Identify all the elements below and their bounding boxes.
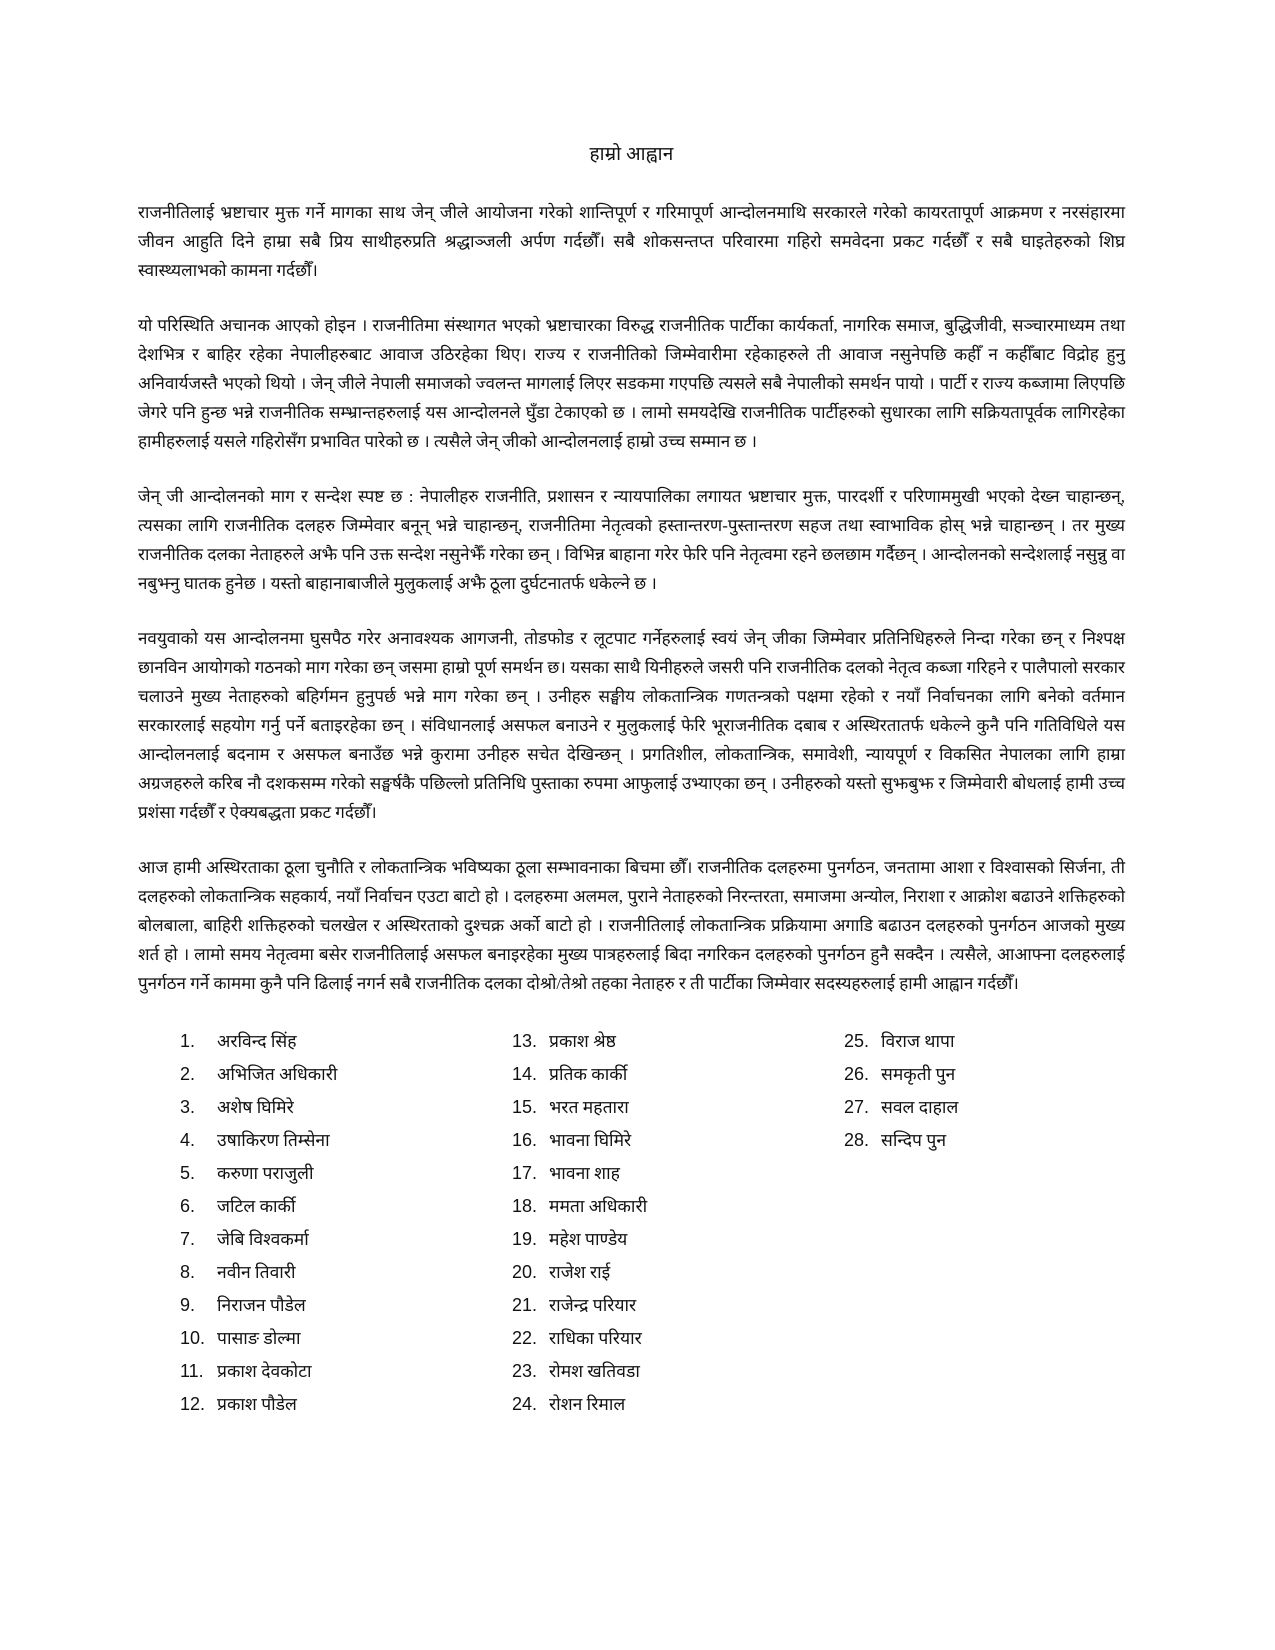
signatory-item [844,1129,1176,1151]
signatory-number: 10. [180,1328,206,1348]
signatory-item [512,1327,844,1349]
signatory-name: अशेष घिमिरे [217,1097,294,1117]
signatory-item [180,1162,512,1184]
signatory-number: 9. [180,1295,196,1315]
signatory-item [180,1327,512,1349]
signatory-number: 14. [512,1064,538,1084]
signatory-number: 19. [512,1229,538,1249]
signatory-name: ममता अधिकारी [549,1196,648,1216]
signatory-name: अरविन्द सिंह [217,1031,297,1051]
signatory-number: 8. [180,1262,196,1282]
signatory-item [180,1063,512,1085]
signatory-name: निराजन पौडेल [217,1295,306,1315]
signatory-name: भावना शाह [549,1163,620,1183]
signatory-item [512,1129,844,1151]
signatory-name: उषाकिरण तिम्सेना [217,1130,330,1150]
signatory-number: 3. [180,1097,196,1117]
signatory-number: 25. [844,1031,870,1051]
signatory-item [512,1096,844,1118]
signatory-column-3 [844,1030,1176,1426]
signatory-item [180,1129,512,1151]
signatory-item [512,1063,844,1085]
signatory-number: 7. [180,1229,196,1249]
signatory-item [844,1096,1176,1118]
signatory-item [180,1360,512,1382]
signatory-number: 15. [512,1097,538,1117]
signatory-name: राधिका परियार [549,1328,642,1348]
signatory-number: 1. [180,1031,196,1051]
document-title: हाम्रो आह्वान [589,144,674,165]
signatory-name: प्रकाश श्रेष्ठ [549,1031,616,1051]
signatory-item [180,1261,512,1283]
signatory-item [180,1294,512,1316]
signatory-name: प्रतिक कार्की [549,1064,628,1084]
document-body [138,198,1125,998]
signatory-number: 26. [844,1064,870,1084]
signatory-list [138,1030,1125,1426]
signatory-name: प्रकाश देवकोटा [217,1361,312,1381]
signatory-name: सन्दिप पुन [881,1130,947,1150]
signatory-name: राजेन्द्र परियार [549,1295,637,1315]
signatory-name: नवीन तिवारी [217,1262,296,1282]
paragraph-demands: जेन् जी आन्दोलनको माग र सन्देश स्पष्ट छ : नेपालीहरु राजनीति, प्रशासन र न्यायपालिका लगायत भ्रष्टाचार मुक्त, पारदर्शी र परिणाममुखी भएको देख्न चाहान्छन्, त्यसका लागि राजनीतिक दलहरु जिम्मेवार बनून् भन्ने चाहान्छन्, राजनीतिमा नेतृत्वको हस्तान्तरण-पुस्तान्तरण सहज तथा स्वाभाविक होस् भन्ने चाहान्छन् । तर मुख्य राजनीतिक दलका नेताहरुले अझै पनि उक्त सन्देश नसुनेझैँ गरेका छन् । विभिन्न बाहाना गरेर फेरि पनि नेतृत्वमा रहने छलछाम गर्दैछन् । आन्दोलनको सन्देशलाई नसुन्नु वा नबुझ्नु घातक हुनेछ । यस्तो बाहानाबाजीले मुलुकलाई अझै ठूला दुर्घटनातर्फ धकेल्ने छ । [138,487,1125,593]
signatory-name: सवल दाहाल [881,1097,959,1117]
signatory-number: 23. [512,1361,538,1381]
signatory-number: 16. [512,1130,538,1150]
signatory-number: 4. [180,1130,196,1150]
signatory-number: 21. [512,1295,538,1315]
signatory-number: 20. [512,1262,538,1282]
signatory-item [180,1393,512,1415]
signatory-name: करुणा पराजुली [217,1163,314,1183]
signatory-number: 28. [844,1130,870,1150]
signatory-item [512,1294,844,1316]
signatory-name: अभिजित अधिकारी [217,1064,338,1084]
signatory-name: राजेश राई [549,1262,611,1282]
signatory-name: जटिल कार्की [217,1196,296,1216]
signatory-column-2 [512,1030,844,1426]
signatory-item [180,1228,512,1250]
signatory-number: 5. [180,1163,196,1183]
signatory-name: भावना घिमिरे [549,1130,632,1150]
signatory-item [180,1030,512,1052]
signatory-name: समकृती पुन [881,1064,956,1084]
signatory-number: 18. [512,1196,538,1216]
signatory-column-1 [180,1030,512,1426]
signatory-number: 24. [512,1394,538,1414]
signatory-number: 13. [512,1031,538,1051]
signatory-item [180,1195,512,1217]
signatory-number: 17. [512,1163,538,1183]
signatory-item [844,1030,1176,1052]
signatory-item [512,1360,844,1382]
signatory-number: 27. [844,1097,870,1117]
signatory-item [512,1393,844,1415]
signatory-item [180,1096,512,1118]
signatory-item [844,1063,1176,1085]
signatory-number: 2. [180,1064,196,1084]
signatory-name: महेश पाण्डेय [549,1229,628,1249]
paragraph-appeal: आज हामी अस्थिरताका ठूला चुनौति र लोकतान्त्रिक भविष्यका ठूला सम्भावनाका बिचमा छौँ। राजनीतिक दलहरुमा पुनर्गठन, जनतामा आशा र विश्वासको सिर्जना, ती दलहरुको लोकतान्त्रिक सहकार्य, नयाँ निर्वाचन एउटा बाटो हो । दलहरुमा अलमल, पुराने नेताहरुको निरन्तरता, समाजमा अन्योल, निराशा र आक्रोश बढाउने शक्तिहरुको बोलबाला, बाहिरी शक्तिहरुको चलखेल र अस्थिरताको दुश्चक्र अर्को बाटो हो । राजनीतिलाई लोकतान्त्रिक प्रक्रियामा अगाडि बढाउन दलहरुको पुनर्गठन आजको मुख्य शर्त हो । लामो समय नेतृत्वमा बसेर राजनीतिलाई असफल बनाइरहेका मुख्य पात्रहरुलाई बिदा नगरिकन दलहरुको पुनर्गठन हुनै सक्दैन । त्यसैले, आआफ्ना दलहरुलाई पुनर्गठन गर्ने काममा कुनै पनि ढिलाई नगर्न सबै राजनीतिक दलका दोश्रो/तेश्रो तहका नेताहरु र ती पार्टीका जिम्मेवार सदस्यहरुलाई हामी आह्वान गर्दछौँ। [138,858,1125,993]
paragraph-condolence: राजनीतिलाई भ्रष्टाचार मुक्त गर्ने मागका साथ जेन् जीले आयोजना गरेको शान्तिपूर्ण र गरिमापूर्ण आन्दोलनमाथि सरकारले गरेको कायरतापूर्ण आक्रमण र नरसंहारमा जीवन आहुति दिने हाम्रा सबै प्रिय साथीहरुप्रति श्रद्धाञ्जली अर्पण गर्दछौँ। सबै शोकसन्तप्त परिवारमा गहिरो समवेदना प्रकट गर्दछौँ र सबै घाइतेहरुको शिघ्र स्वास्थ्यलाभको कामना गर्दछौँ। [138,203,1125,280]
signatory-item [512,1030,844,1052]
signatory-number: 22. [512,1328,538,1348]
signatory-name: विराज थापा [881,1031,955,1051]
paragraph-condemnation: नवयुवाको यस आन्दोलनमा घुसपैठ गरेर अनावश्यक आगजनी, तोडफोड र लूटपाट गर्नेहरुलाई स्वयं जेन् जीका जिम्मेवार प्रतिनिधिहरुले निन्दा गरेका छन् र निश्पक्ष छानविन आयोगको गठनको माग गरेका छन् जसमा हाम्रो पूर्ण समर्थन छ। यसका साथै यिनीहरुले जसरी पनि राजनीतिक दलको नेतृत्व कब्जा गरिहने र पालैपालो सरकार चलाउने मुख्य नेताहरुको बहिर्गमन हुनुपर्छ भन्ने माग गरेका छन् । उनीहरु सङ्घीय लोकतान्त्रिक गणतन्त्रको पक्षमा रहेको र नयाँ निर्वाचनका लागि बनेको वर्तमान सरकारलाई सहयोग गर्नु पर्ने बताइरहेका छन् । संविधानलाई असफल बनाउने र मुलुकलाई फेरि भूराजनीतिक दबाब र अस्थिरतातर्फ धकेल्ने कुनै पनि गतिविधिले यस आन्दोलनलाई बदनाम र असफल बनाउँछ भन्ने कुरामा उनीहरु सचेत देखिन्छन् । प्रगतिशील, लोकतान्त्रिक, समावेशी, न्यायपूर्ण र विकसित नेपालका लागि हाम्रा अग्रजहरुले करिब नौ दशकसम्म गरेको सङ्घर्षकै पछिल्लो प्रतिनिधि पुस्ताका रुपमा आफुलाई उभ्याएका छन् । उनीहरुको यस्तो सुझबुझ र जिम्मेवारी बोधलाई हामी उच्च प्रशंसा गर्दछौँ र ऐक्यबद्धता प्रकट गर्दछौँ। [138,629,1125,822]
signatory-number: 6. [180,1196,196,1216]
signatory-name: रोमश खतिवडा [549,1361,640,1381]
signatory-item [512,1195,844,1217]
signatory-number: 12. [180,1394,206,1414]
signatory-name: रोशन रिमाल [549,1394,626,1414]
signatory-name: भरत महतारा [549,1097,629,1117]
signatory-item [512,1162,844,1184]
signatory-number: 11. [180,1361,204,1381]
paragraph-context: यो परिस्थिति अचानक आएको होइन । राजनीतिमा संस्थागत भएको भ्रष्टाचारका विरुद्ध राजनीतिक पार्टीका कार्यकर्ता, नागरिक समाज, बुद्धिजीवी, सञ्चारमाध्यम तथा देशभित्र र बाहिर रहेका नेपालीहरुबाट आवाज उठिरहेका थिए। राज्य र राजनीतिको जिम्मेवारीमा रहेकाहरुले ती आवाज नसुनेपछि कहीँ न कहीँबाट विद्रोह हुनु अनिवार्यजस्तै भएको थियो । जेन् जीले नेपाली समाजको ज्वलन्त मागलाई लिएर सडकमा गएपछि त्यसले सबै नेपालीको समर्थन पायो । पार्टी र राज्य कब्जामा लिएपछि जेगरे पनि हुन्छ भन्ने राजनीतिक सम्भ्रान्तहरुलाई यस आन्दोलनले घुँडा टेकाएको छ । लामो समयदेखि राजनीतिक पार्टीहरुको सुधारका लागि सक्रियतापूर्वक लागिरहेका हामीहरुलाई यसले गहिरोसँग प्रभावित पारेको छ । त्यसैले जेन् जीको आन्दोलनलाई हाम्रो उच्च सम्मान छ । [138,316,1125,451]
signatory-item [512,1228,844,1250]
signatory-name: प्रकाश पौडेल [217,1394,297,1414]
signatory-item [512,1261,844,1283]
signatory-name: पासाङ डोल्मा [217,1328,301,1348]
signatory-name: जेबि विश्वकर्मा [217,1229,309,1249]
